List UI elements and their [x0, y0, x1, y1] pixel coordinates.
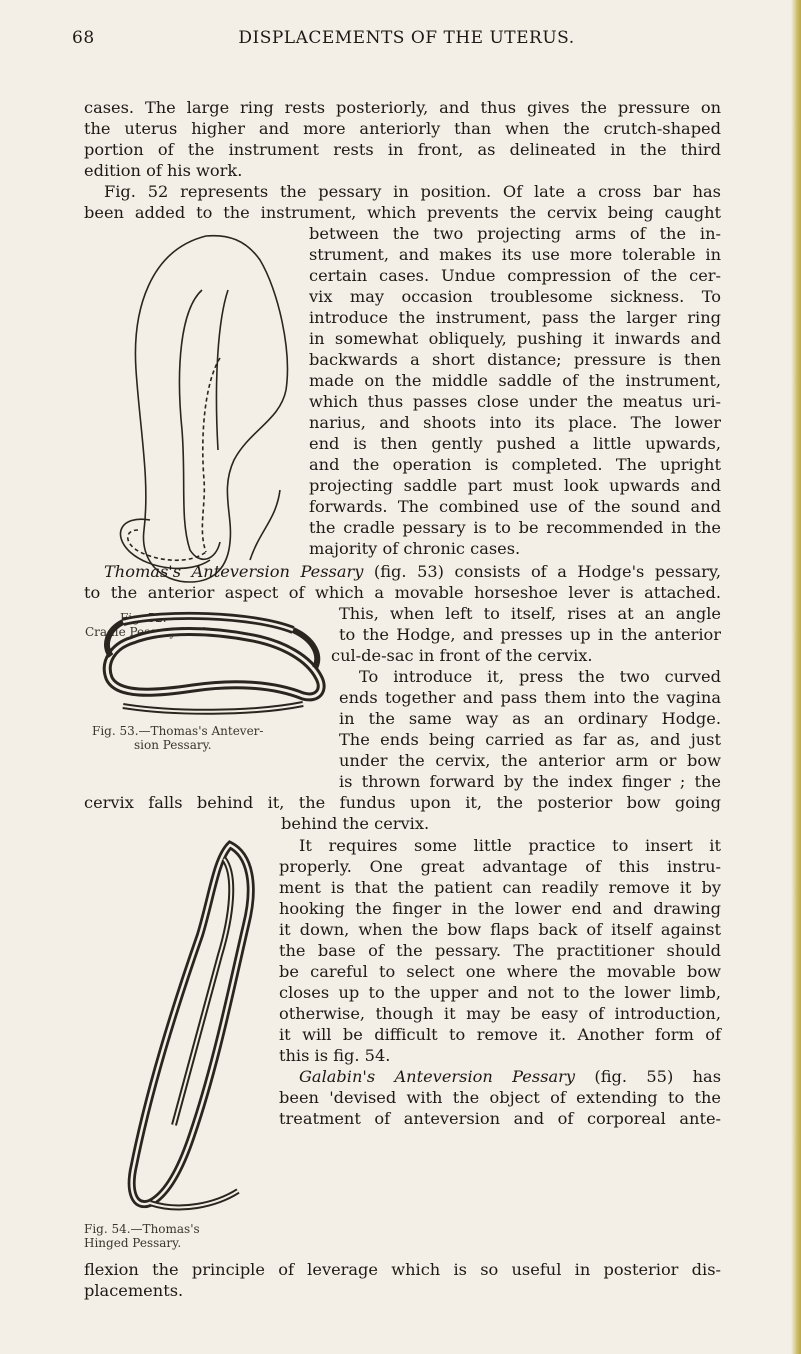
- page-number: 68: [72, 28, 95, 48]
- running-title: DISPLACEMENTS OF THE UTERUS.: [238, 28, 575, 48]
- fig-52-caption-text: Cradle Pessary: [85, 625, 177, 639]
- text-line: in somewhat obliquely, pushing it inwards and: [309, 329, 721, 348]
- text-line: behind the cervix.: [281, 814, 430, 833]
- text-line: to the anterior aspect of which a movable horseshoe lever is attached.: [84, 583, 721, 602]
- cradle-pessary-illustration: [110, 230, 310, 600]
- text-line: otherwise, though it may be easy of introduction,: [279, 1004, 721, 1023]
- text-line: made on the middle saddle of the instrument,: [309, 371, 721, 390]
- figure-53-thomas-anteversion-pessary: [93, 610, 328, 718]
- text-line: majority of chronic cases.: [309, 539, 521, 558]
- text-line: which thus passes close under the meatus uri-: [309, 392, 721, 411]
- fig-53-caption-2: sion Pessary.: [134, 738, 212, 752]
- text-line: been 'devised with the object of extending to the: [279, 1088, 721, 1107]
- text-line: placements.: [84, 1281, 184, 1300]
- text-line: cases. The large ring rests posteriorly, and thus gives the pressure on: [84, 98, 721, 117]
- text-line: under the cervix, the anterior arm or bow: [339, 751, 721, 770]
- text-line: Fig. 52 represents the pessary in position. Of late a cross bar has: [104, 182, 721, 201]
- galabin-anteversion-text: (fig. 55) has: [575, 1067, 722, 1086]
- fig-54-caption-2: Hinged Pessary.: [84, 1236, 182, 1250]
- anteversion-pessary-illustration: [93, 610, 328, 718]
- text-line: and the operation is completed. The upright: [309, 455, 721, 474]
- text-line: It requires some little practice to insert it: [299, 836, 721, 855]
- figure-54-hinged-pessary: [120, 835, 270, 1220]
- fig-54-caption-1: Fig. 54.—Thomas's: [84, 1222, 200, 1236]
- fig-53-caption-1: Fig. 53.—Thomas's Antever-: [92, 724, 264, 738]
- text-line: projecting saddle part must look upwards and: [309, 476, 721, 495]
- text-line: it will be difficult to remove it. Another form of: [279, 1025, 721, 1044]
- text-line: closes up to the upper and not to the lower limb,: [279, 983, 721, 1002]
- text-line: this is fig. 54.: [279, 1046, 391, 1065]
- text-line: vix may occasion troublesome sickness. To: [309, 287, 721, 306]
- text-line: end is then gently pushed a little upwards,: [309, 434, 721, 453]
- text-line: strument, and makes its use more tolerable in: [309, 245, 721, 264]
- text-line: is thrown forward by the index finger ; the: [339, 772, 721, 791]
- thomas-anteversion-title: Thomas's Anteversion Pessary: [104, 562, 364, 581]
- fig-52-caption-italic: in situ.: [179, 625, 222, 639]
- paragraph-thomas-title-line: [104, 562, 721, 583]
- text-line: the base of the pessary. The practitioner should: [279, 941, 721, 960]
- text-line: the cradle pessary is to be recommended in the: [309, 518, 721, 537]
- text-line: the uterus higher and more anteriorly than when the crutch-shaped: [84, 119, 721, 138]
- text-line: certain cases. Undue compression of the cer-: [309, 266, 721, 285]
- text-line: introduce the instrument, pass the larger ring: [309, 308, 721, 327]
- text-line: in the same way as an ordinary Hodge.: [339, 709, 721, 728]
- running-header: [72, 28, 741, 54]
- text-line: forwards. The combined use of the sound and: [309, 497, 721, 516]
- text-line: flexion the principle of leverage which is so useful in posterior dis-: [84, 1260, 721, 1279]
- text-line: properly. One great advantage of this instru-: [279, 857, 721, 876]
- hinged-pessary-illustration: [120, 835, 270, 1220]
- text-line: This, when left to itself, rises at an angle: [339, 604, 721, 623]
- galabin-anteversion-title: Galabin's Anteversion Pessary: [299, 1067, 576, 1086]
- text-line: edition of his work.: [84, 161, 243, 180]
- paragraph-galabin-title-line: [299, 1067, 721, 1088]
- text-line: it down, when the bow flaps back of itself against: [279, 920, 721, 939]
- thomas-anteversion-text: (fig. 53) consists of a Hodge's pessary,: [363, 562, 721, 581]
- figure-52-cradle-pessary: [110, 230, 310, 600]
- text-line: backwards a short distance; pressure is then: [309, 350, 721, 369]
- page-edge: [791, 0, 801, 1354]
- text-line: hooking the finger in the lower end and drawing: [279, 899, 721, 918]
- text-line: cervix falls behind it, the fundus upon it, the posterior bow going: [84, 793, 721, 812]
- text-line: portion of the instrument rests in front, as delineated in the third: [84, 140, 721, 159]
- text-line: To introduce it, press the two curved: [359, 667, 721, 686]
- text-line: ends together and pass them into the vagina: [339, 688, 721, 707]
- text-line: treatment of anteversion and of corporeal ante-: [279, 1109, 721, 1128]
- text-line: be careful to select one where the movable bow: [279, 962, 721, 981]
- text-line: cul-de-sac in front of the cervix.: [331, 646, 593, 665]
- text-line: The ends being carried as far as, and just: [339, 730, 721, 749]
- text-line: ment is that the patient can readily remove it by: [279, 878, 721, 897]
- fig-52-label: Fig. 52.: [120, 611, 167, 625]
- text-line: narius, and shoots into its place. The lower: [309, 413, 721, 432]
- text-line: to the Hodge, and presses up in the anterior: [339, 625, 721, 644]
- text-line: been added to the instrument, which prevents the cervix being caught: [84, 203, 721, 222]
- text-line: between the two projecting arms of the in-: [309, 224, 721, 243]
